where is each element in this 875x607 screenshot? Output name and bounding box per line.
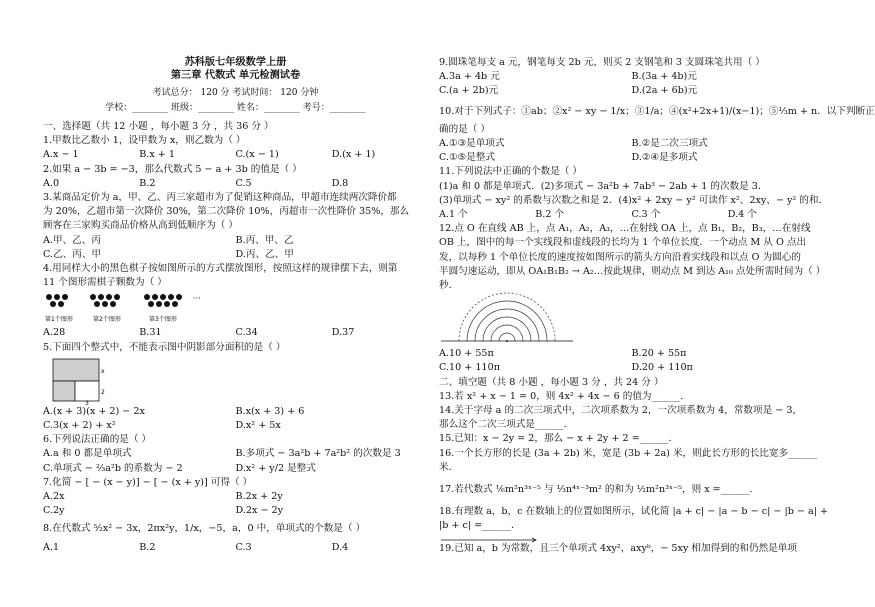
question-10-options: [439, 137, 824, 165]
option-c[interactable]: C.34: [235, 327, 258, 339]
question-11-statement2: (3)单项式 − xy² 的系数与次数之和是 2．(4)x² + 2xy − y² 可读作 x²、2xy、− y² 的和．: [439, 194, 829, 206]
option-a[interactable]: A.a 和 0 都是单项式: [43, 448, 132, 460]
option-a[interactable]: A.①③是单项式: [439, 138, 505, 150]
option-a[interactable]: A.28: [43, 327, 66, 339]
option-c[interactable]: C.3 个: [631, 209, 661, 221]
question-1-options: [43, 148, 428, 162]
option-a[interactable]: A.1 个: [439, 209, 468, 221]
option-b[interactable]: B.(3a + 4b)元: [631, 71, 697, 83]
question-13: 13.若 x² + x − 1 = 0，则 4x² + 4x − 6 的值为______．: [439, 390, 690, 402]
chess-pieces-svg: [43, 290, 243, 326]
option-c[interactable]: C.2y: [43, 505, 65, 517]
section-choice-heading: 一、选择题（共 12 小题 ，每小题 3 分 ，共 36 分 ）: [43, 121, 274, 132]
question-19: 19.已知 a，b 为常数，且三个单项式 4xy²，axyᵇ，− 5xy 相加得到的和仍然是单项: [439, 542, 797, 554]
question-12-line3: 发，以每秒 1 个单位长度的速度按如图所示的箭头方向沿着实线段和以点 O 为圆心的: [439, 251, 801, 263]
label-2: 2: [101, 388, 105, 396]
question-5: 5.下面四个整式中，不能表示图中阴影部分面积的是（ ）: [43, 341, 286, 353]
exam-subtitle: 第三章 代数式 单元检测试卷: [170, 69, 301, 81]
question-16-line1: 16.一个长方形的长是 (3a + 2b) 米，宽是 (3b + 2a) 米，则此长方形的长比宽多______: [439, 447, 817, 459]
left-column: [43, 0, 428, 555]
question-6-options: [43, 447, 428, 475]
question-15: 15.已知：x − 2y = 2，那么 − x + 2y + 2 =______．: [439, 433, 679, 445]
question-3-options: [43, 234, 428, 262]
question-7-options: [43, 490, 428, 518]
question-10-line2: 确的是（ ）: [439, 123, 491, 135]
question-11-options: [439, 208, 824, 222]
question-10-line1: 10.对于下列式子：①ab；②x² − xy − 1/x；③1/a；④(x²+2x+1)/(x−1)；⑤⅓m + n．以下判断正: [439, 105, 875, 117]
question-18-line1: 18.有理数 a，b，c 在数轴上的位置如图所示，试化简 |a + c| − |a − b − c| − |b − a| +: [439, 506, 829, 518]
question-6: 6.下列说法正确的是（ ）: [43, 434, 152, 446]
number-line-svg: [439, 535, 539, 543]
question-4-options: [43, 326, 428, 340]
question-16-line2: 米．: [439, 461, 459, 473]
chess-pieces-figure: [43, 290, 428, 326]
option-b[interactable]: B.2x + 2y: [235, 491, 283, 503]
exam-info: 考试总分： 120 分 考试时间： 120 分钟: [152, 88, 319, 98]
option-d[interactable]: D.x² + 5x: [235, 420, 281, 432]
question-3-line1: 3.某商品定价为 a，甲、乙、丙三家超市为了促销这种商品，甲超市连续两次降价都: [43, 192, 397, 204]
question-3-line2: 为 20%，乙超市第一次降价 30%，第二次降价 10%，丙超市一次性降价 35%，那么: [43, 206, 410, 218]
option-d[interactable]: D.4: [331, 541, 349, 553]
option-d[interactable]: D.(x + 1): [331, 149, 376, 161]
option-b[interactable]: B.2: [139, 177, 156, 189]
question-8-options: [43, 541, 428, 555]
question-17: 17.若代数式 ⅙m²n³ˣ⁻⁵ 与 ⅓n⁴ˣ⁻³m² 的和为 ½m²n³ˣ⁻⁵，则 x =______．: [439, 484, 760, 496]
semicircles-figure: [439, 293, 824, 347]
student-info-fields: 学校：________ 班级：________ 姓名：________ 考号：________: [105, 103, 366, 113]
exam-title: 苏科版七年级数学上册: [184, 56, 287, 68]
number-line-figure: [439, 534, 824, 542]
label-3: 3: [85, 399, 89, 407]
question-1: 1.甲数比乙数小 1，设甲数为 x，则乙数为（ ）: [43, 135, 246, 147]
question-5-options: [43, 405, 428, 433]
option-a[interactable]: A.0: [43, 177, 60, 189]
option-a[interactable]: A.x − 1: [43, 149, 79, 161]
question-11: 11.下列说法中正确的个数是（ ）: [439, 166, 583, 178]
option-c[interactable]: C.①⑤是整式: [439, 152, 496, 164]
question-4-line2: 11 个图形需棋子颗数为（ ）: [43, 277, 167, 289]
question-12-line1: 12.点 O 在直线 AB 上，点 A₁，A₂，A₃，…在射线 OA 上，点 B₁，B₂，B₃，…在射线: [439, 223, 811, 235]
option-b[interactable]: B.x(x + 3) + 6: [235, 405, 305, 417]
option-d[interactable]: D.37: [331, 327, 355, 339]
option-a[interactable]: A.2x: [43, 491, 65, 503]
question-2-options: [43, 177, 428, 191]
option-c[interactable]: C.3: [235, 541, 252, 553]
question-14-line2: 那么这个二次三项式是______．: [439, 419, 574, 431]
option-d[interactable]: D.x² + y/2 是整式: [235, 462, 316, 474]
option-a[interactable]: A.10 + 55π: [439, 348, 494, 360]
option-c[interactable]: C.乙、丙、甲: [43, 248, 102, 260]
option-d[interactable]: D.20 + 110π: [631, 362, 693, 374]
option-d[interactable]: D.丙、乙、甲: [235, 248, 294, 260]
option-c[interactable]: C.5: [235, 177, 252, 189]
option-c[interactable]: C.3(x + 2) + x²: [43, 420, 116, 432]
question-3-line3: 顾客在三家购买商品价格从高到低顺序为（ ）: [43, 220, 238, 232]
shaded-area-svg: [43, 355, 163, 405]
question-12-line4: 半圆匀速运动，即从 OA₁B₁B₂ → A₂…按此规律，则动点 M 到达 A₁₀ 点处所需时间为（ ）: [439, 265, 826, 277]
question-12-line2: OB 上，图中的每一个实线段和虚线段的长均为 1 个单位长度．一个动点 M 从 O 点出: [439, 237, 807, 249]
question-7: 7.化简 − [ − (x − y)] − [ − (x + y)] 可得（ ）: [43, 476, 253, 488]
option-a[interactable]: A.3a + 4b 元: [439, 71, 500, 83]
question-14-line1: 14.关于字母 a 的二次三项式中，二次项系数为 2，一次项系数为 4，常数项是 − 3，: [439, 405, 803, 417]
right-column: [439, 0, 875, 556]
option-d[interactable]: D.2x − 2y: [235, 505, 284, 517]
figure-1-label: 第1个图形: [45, 316, 73, 324]
option-c[interactable]: C.(x − 1): [235, 149, 279, 161]
option-d[interactable]: D.②④是多项式: [631, 152, 698, 164]
option-b[interactable]: B.20 + 55π: [631, 348, 687, 360]
semicircles-svg: [439, 293, 579, 347]
figure-2-label: 第2个图形: [93, 316, 121, 324]
option-b[interactable]: B.丙、甲、乙: [235, 234, 294, 246]
option-b[interactable]: B.②是二次三项式: [631, 138, 708, 150]
question-12-options: [439, 347, 824, 375]
shaded-area-figure: [43, 355, 428, 405]
option-c[interactable]: C.单项式 − ⅔a²b 的系数为 − 2: [43, 462, 183, 474]
svg-text:···: ···: [193, 294, 201, 304]
figure-3-label: 第3个图形: [149, 316, 177, 324]
question-11-statement1: (1)a 和 0 都是单项式．(2)多项式 − 3a²b + 7ab³ − 2ab + 1 的次数是 3．: [439, 180, 768, 192]
option-b[interactable]: B.2: [139, 541, 156, 553]
question-8: 8.在代数式 ⁵⁄₂x² − 3x，2πx²y，1/x，−5，a，0 中，单项式的个数是（ ）: [43, 523, 366, 535]
option-b[interactable]: B.31: [139, 327, 162, 339]
question-9-options: [439, 70, 824, 98]
question-4-line1: 4.用同样大小的黑色棋子按如图所示的方式摆放图形，按照这样的规律摆下去，则第: [43, 263, 398, 275]
option-d[interactable]: D.4 个: [727, 209, 757, 221]
question-12-line5: 秒．: [439, 280, 459, 292]
option-a[interactable]: A.1: [43, 541, 60, 553]
section-fill-heading: 二、填空题（共 8 小题 ，每小题 3 分 ，共 24 分 ）: [439, 376, 664, 388]
label-x: x: [101, 367, 105, 375]
option-a[interactable]: A.(x + 3)(x + 2) − 2x: [43, 405, 145, 417]
option-b[interactable]: B.x + 1: [139, 149, 176, 161]
option-a[interactable]: A.甲、乙、丙: [43, 234, 101, 246]
question-2: 2.如果 a − 3b = −3，那么代数式 5 − a + 3b 的值是（ ）: [43, 163, 302, 175]
question-9: 9.圆珠笔每支 a 元，钢笔每支 2b 元，则买 2 支钢笔和 3 支圆珠笔共用（ ）: [439, 57, 765, 68]
option-c[interactable]: C.(a + 2b)元: [439, 85, 499, 97]
option-b[interactable]: B.多项式 − 3a²b + 7a²b² 的次数是 3: [235, 448, 401, 460]
option-b[interactable]: B.2 个: [535, 209, 565, 221]
option-d[interactable]: D.8: [331, 177, 349, 189]
option-c[interactable]: C.10 + 110π: [439, 362, 501, 374]
question-18-line2: |b + c| =______．: [439, 520, 521, 532]
option-d[interactable]: D.(2a + 6b)元: [631, 85, 698, 97]
